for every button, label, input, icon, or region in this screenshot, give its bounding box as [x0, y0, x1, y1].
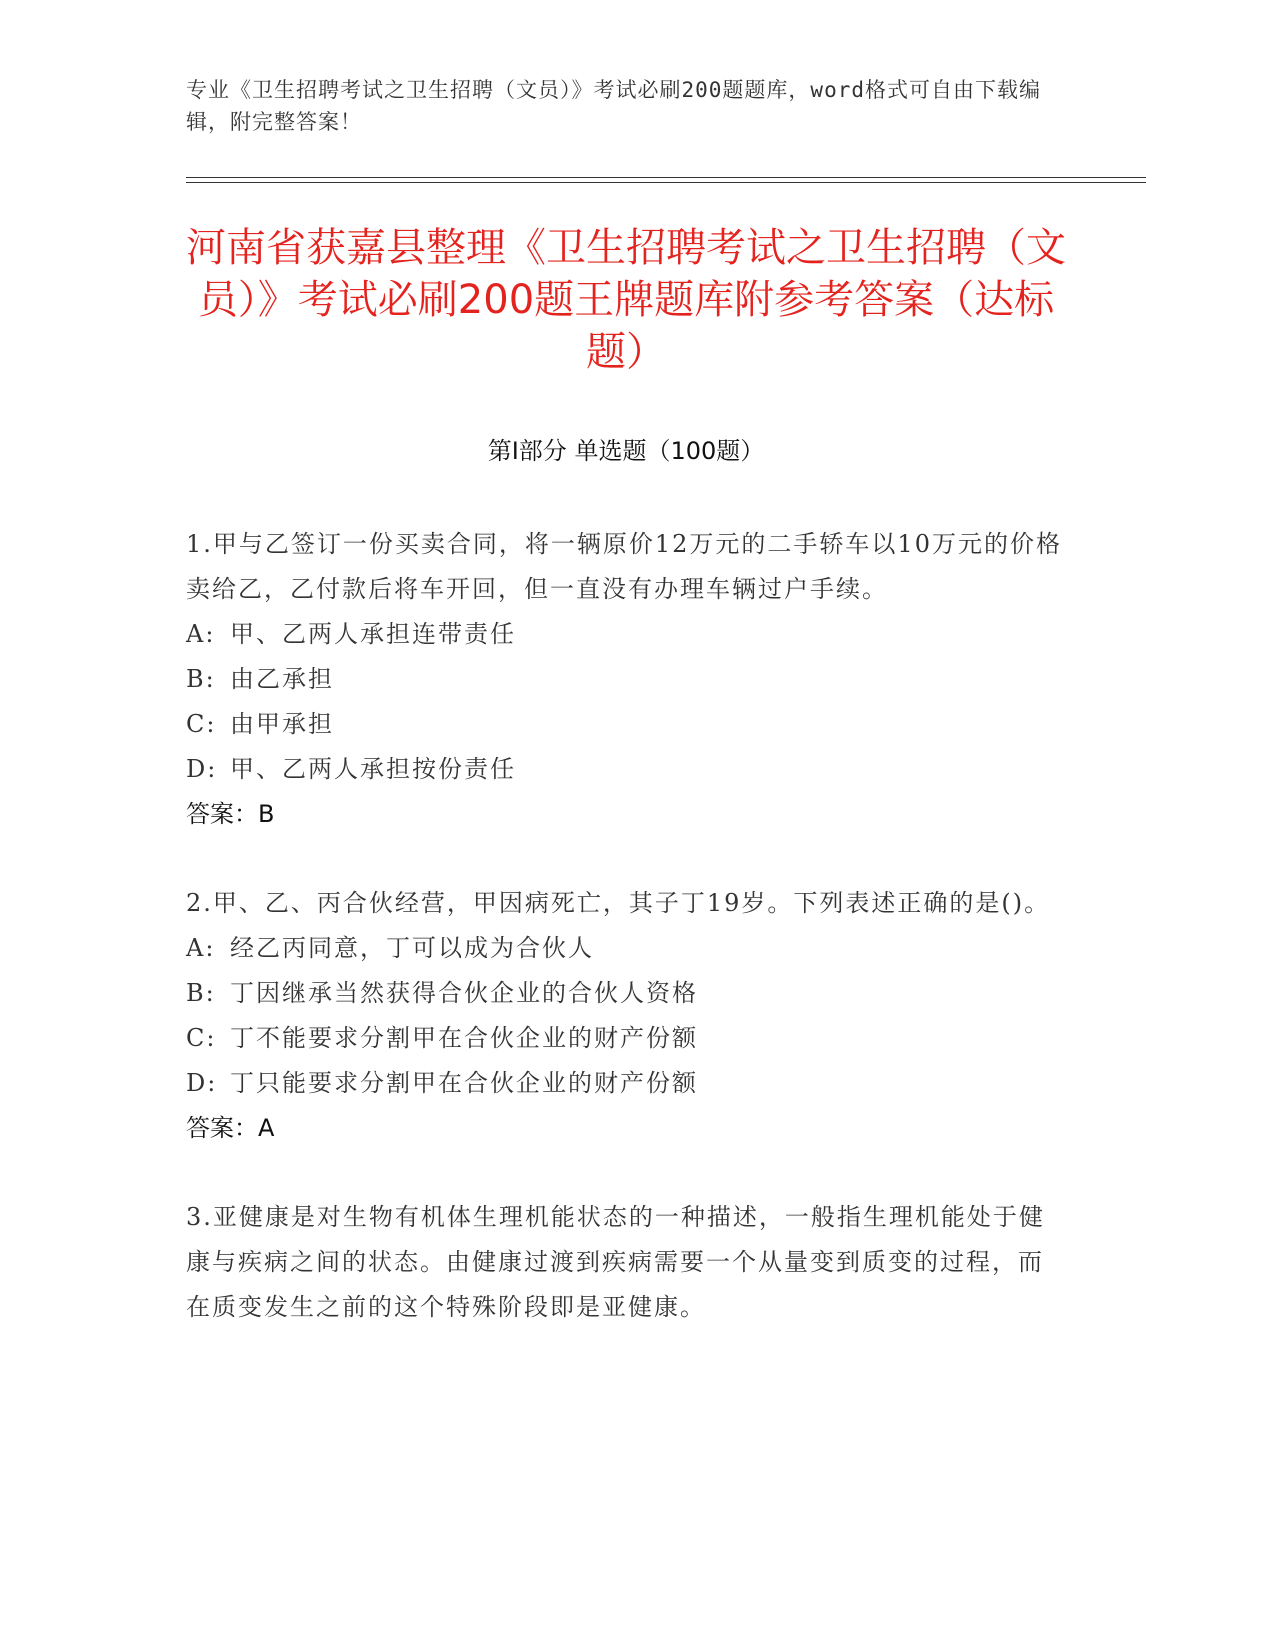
- option-text: 甲、乙两人承担按份责任: [230, 755, 516, 783]
- option-key: B:: [186, 665, 216, 693]
- option-key: B:: [186, 979, 216, 1007]
- option-b: [186, 657, 1066, 702]
- option-d: [186, 747, 1066, 792]
- option-key: C:: [186, 710, 217, 738]
- section-heading: 第Ⅰ部分 单选题（100题）: [487, 437, 765, 465]
- option-a: [186, 612, 1066, 657]
- header-divider-top: [186, 177, 1146, 178]
- option-text: 丁只能要求分割甲在合伙企业的财产份额: [230, 1069, 698, 1097]
- option-text: 丁因继承当然获得合伙企业的合伙人资格: [230, 979, 698, 1007]
- question-stem: 1.甲与乙签订一份买卖合同，将一辆原价12万元的二手轿车以10万元的价格卖给乙，乙付款后将车开回，但一直没有办理车辆过户手续。: [186, 530, 1062, 603]
- option-key: C:: [186, 1024, 217, 1052]
- option-text: 由甲承担: [230, 710, 334, 738]
- question-stem: 2.甲、乙、丙合伙经营，甲因病死亡，其子丁19岁。下列表述正确的是()。: [186, 889, 1051, 917]
- header-note: 专业《卫生招聘考试之卫生招聘（文员）》考试必刷200题题库，word格式可自由下载编辑，附完整答案！: [186, 78, 1041, 134]
- option-b: [186, 971, 1066, 1016]
- option-c: [186, 1016, 1066, 1061]
- option-key: A:: [186, 934, 216, 962]
- option-c: [186, 702, 1066, 747]
- option-text: 由乙承担: [230, 665, 334, 693]
- option-key: D:: [186, 1069, 218, 1097]
- option-text: 甲、乙两人承担连带责任: [230, 620, 516, 648]
- option-a: [186, 926, 1066, 971]
- question-stem: 3.亚健康是对生物有机体生理机能状态的一种描述，一般指生理机能处于健康与疾病之间的状态。由健康过渡到疾病需要一个从量变到质变的过程，而在质变发生之前的这个特殊阶段即是亚健康。: [186, 1203, 1045, 1321]
- option-key: D:: [186, 755, 218, 783]
- answer-label: 答案：B: [186, 800, 275, 828]
- option-d: [186, 1061, 1066, 1106]
- header-divider-bottom: [186, 182, 1146, 183]
- option-text: 丁不能要求分割甲在合伙企业的财产份额: [230, 1024, 698, 1052]
- document-title: 河南省获嘉县整理《卫生招聘考试之卫生招聘（文员）》考试必刷200题王牌题库附参考答案（达标题）: [186, 225, 1066, 375]
- option-text: 经乙丙同意，丁可以成为合伙人: [230, 934, 594, 962]
- question-2: [186, 881, 1066, 1151]
- option-key: A:: [186, 620, 216, 648]
- question-1: [186, 522, 1066, 837]
- question-list: [186, 522, 1066, 1374]
- answer-label: 答案：A: [186, 1114, 275, 1142]
- question-3: [186, 1195, 1066, 1330]
